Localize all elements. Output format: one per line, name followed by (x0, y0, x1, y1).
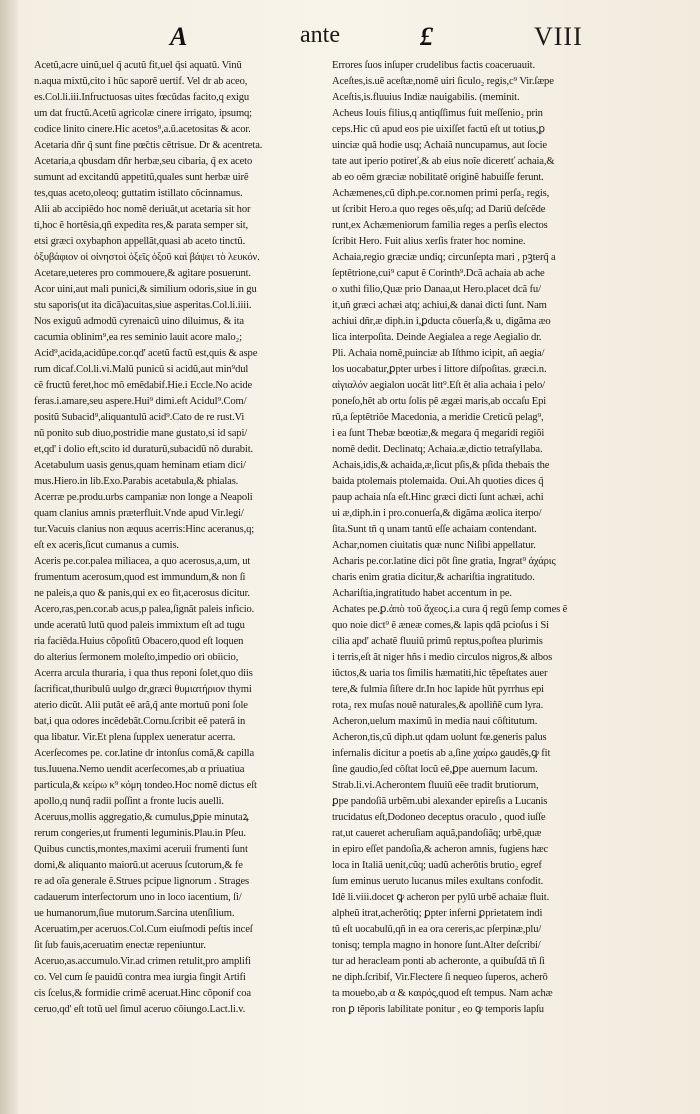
text-line: nomẽ dedit. Declinatq; Achaia.æ,dictio tetraſyllaba. (332, 444, 543, 455)
text-line: Strab.li.vi.Acherontem fluuiũ eẽe tradit brutiorum, (332, 780, 539, 791)
text-line: ne diph.ſcribif, Vir.Flectere ſi nequeo ſuperos, acherõ (332, 972, 548, 983)
text-line: αἰγιαλόν aegialon uocãt litt⁹.Eſt ẽt alia achaia i pelo/ (332, 380, 545, 391)
text-line: ceps.Hic cũ apud eos pie uixiſſet factũ eſt ut totius,ꝑ (332, 124, 545, 135)
text-line: Acetabulum uasis genus,quam heminam etiam dici/ (34, 460, 246, 471)
text-line: los uocabatur,ꝑpter urbes i littore diſpoſitas. græci.n. (332, 364, 547, 375)
text-line: ui æ,diph.in i pro.conuerſa,& digãma æolica iterpo/ (332, 508, 542, 519)
text-line: Achæmenes,cũ diph.pe.cor.nomen primi perſa₂ regis, (332, 188, 550, 199)
text-line: rerum congeries,ut frumenti leguminis.Plau.in Pſeu. (34, 828, 246, 839)
text-line: sumunt ad excitandũ appetitũ,quales sunt herbæ uirẽ (34, 172, 249, 183)
text-line: cilia apd' achatẽ fluuiũ primũ reptus,poſtea plurimis (332, 636, 543, 647)
text-line: uinciæ quã hodie usq; Achaiã nuncupamus, aut ſocie (332, 140, 547, 151)
text-line: ſine gaudio,ſed cõſtat locũ eẽ,ꝑpe auernum Iacum. (332, 764, 538, 775)
text-line: rũ,a ſeptẽtriõe Macedonia, a meridie Creticũ pelag⁹, (332, 412, 544, 423)
text-line: do alterius ſermonem moleſto,impedio ori obiicio, (34, 652, 239, 663)
text-line: feras.i.amare,seu aspere.Hui⁹ dimi.eft Acidul⁹.Com/ (34, 396, 247, 407)
text-line: Acetaria,a qbusdam dñr herbæ,seu cibaria, q̃ ex aceto (34, 156, 253, 167)
text-line: Acerra arcula thuraria, i qua thus reponi ſolet,quo diis (34, 668, 253, 679)
text-line: Aceruus,mollis aggregatio,& cumulus,ꝑpie minutaꝝ (34, 812, 249, 823)
text-line: loca in Italiã uenit,cũq; uadũ acherõtis brutio₂ egref (332, 860, 542, 871)
text-line: poneſo,hẽt ab ortu ſolis pẽ ægæi maris,ab occaſu Epi (332, 396, 547, 407)
text-line: trucidatus eſt,Dodoneo deceptus oraculo , quod iuſſe (332, 812, 546, 823)
text-line: Achais,idis,& achaida,æ,ſicut pſis,& pſida thebais the (332, 460, 550, 471)
text-line: Acetaria dñr q̃ sunt fine pœ̃ctis cẽtrisue. Dr & acentreta. (34, 140, 263, 151)
right-text-column (332, 58, 632, 1058)
text-line: lica interpoſita. Deinde Aegialea a rege Aegialio dr. (332, 332, 542, 343)
text-line: Acheus Iouis filius,q antiqſſimus fuit meſſenio₂ prin (332, 108, 543, 119)
text-line: cadauerum interſectorum uno in loco iacentium, ſi/ (34, 892, 242, 903)
text-line: Achariſtia,ingratitudo habet accentum in pe. (332, 588, 512, 599)
text-line: Acero,ras,pen.cor.ab acus,p palea,ſignãt paleis inficio. (34, 604, 255, 615)
text-line: Acetare,ueteres pro commouere,& agitare posuerunt. (34, 268, 251, 279)
text-line: Aceruo,as.accumulo.Vir.ad crimen retulit,pro amplifi (34, 956, 251, 967)
text-line: Acheron,uelum maximũ in media naui cõſtitutum. (332, 716, 538, 727)
text-line: ceruo,qd' eſt totũ uel ſimul aceruo cõiungo.Lact.li.v. (34, 1004, 246, 1015)
text-line: unde aceratũ lutũ quod paleis immixtum eſt ad tugu (34, 620, 245, 631)
text-line: co. Vel cum ſe pauidũ contra mea iurgia fingit Artifi (34, 972, 246, 983)
text-line: apollo,q nunq̃ radii poſſint a fronte lucis auelli. (34, 796, 224, 807)
text-line: tus.Iuuena.Nemo uendit acerſecomes,ab α priuatiua (34, 764, 245, 775)
text-line: quam clanius amnis præterfluit.Vnde apud Vir.legi/ (34, 508, 244, 519)
text-line: es.Col.li.iii.Infructuosas uites fœcũdas facito,q exigu (34, 92, 250, 103)
header-mark: £ (420, 22, 433, 51)
text-line: ſum eminus ueruto lucanus miles exultans confodit. (332, 876, 544, 887)
text-line: iũctos,& uaria tos ſimilis hæmatiti,hic tẽpeſtates auer (332, 668, 548, 679)
text-line: tate aut iperio potireť,& ab eius noĩe diceretť achaia,& (332, 156, 555, 167)
text-line: Acharis pe.cor.latine dici pōt ſine gratia, Ingrat⁹ ἀχάρις (332, 556, 556, 567)
text-line: eſt ex aceris,ſicut cumanus a cumis. (34, 540, 179, 551)
text-line: ſacrificat,thuribulũ uulgo dr,græci θυμιατήριον thymi (34, 684, 252, 695)
text-line: rota₂ rex muſas nouẽ naturales,& apolliñẽ cum lyra. (332, 700, 544, 711)
text-line: Achaia,regio græciæ undiq; circunſepta mari , pꝫterq̃ a (332, 252, 556, 263)
text-line: Aceris pe.cor.palea miliacea, a quo acerosus,a,um, ut (34, 556, 251, 567)
text-line: achiui dñr,æ diph.in i,ꝑducta cõuerſa,& u, digãma æo (332, 316, 551, 327)
text-line: ſeptẽtrione,cui⁹ caput ẽ Corinth⁹.Dcã achaia ab ache (332, 268, 545, 279)
text-line: Alii ab accipiẽdo hoc nomẽ deriuãt,ut acetaria sit hor (34, 204, 251, 215)
text-line: positũ Subacid⁹,aliquantulũ acid⁹.Cato de re rust.Vi (34, 412, 245, 423)
text-line: Achar,nomen ciuitatis quæ nunc Niſibi appellatur. (332, 540, 536, 551)
text-line: ria faciẽda.Huius cõpoſitũ Obacero,quod eſt loquen (34, 636, 244, 647)
text-line: tonisq; templa magno in honore ſunt.Alter deſcribi/ (332, 940, 541, 951)
text-line: Quibus cunctis,montes,maximi aceruii frumenti ſunt (34, 844, 248, 855)
text-line: cẽ fructũ feret,hoc mõ emẽdabif.Hie.i Eccle.No acide (34, 380, 253, 391)
text-line: o xuthi filio,Quæ prio Danaa,ut Hero.placet dcã fu/ (332, 284, 541, 295)
text-line: Pli. Achaia nomẽ,puinciæ ab Iſthmo icipit, añ aegia/ (332, 348, 545, 359)
text-line: charis enim gratia dicitur,& achariſtia ingratitudo. (332, 572, 535, 583)
text-line: tur.Vacuis clanius non æquus acerris:Hinc aceranus,q; (34, 524, 255, 535)
text-line: Idẽ li.viii.docet ꝙ acheron per pylũ urbẽ achaiæ fluit. (332, 892, 550, 903)
text-line: qua libatur. Vir.Et plena ſupplex ueneratur acerra. (34, 732, 236, 743)
text-line: ne paleis,a quo & panis,qui ex eo fit,acerosus dicitur. (34, 588, 250, 599)
text-line: Nos exiguũ admodũ cyrenaicũ uino diluimus, & ita (34, 316, 244, 327)
text-line: um dat fructũ.Acetũ agricolæ cinere irrigato, ipsumq; (34, 108, 252, 119)
text-line: ſita.Sunt tñ q unam tantũ eſſe achaiam contendant. (332, 524, 537, 535)
text-line: rum dicaf.Col.li.vi.Malũ punicũ si acidũ,aut min⁹dul (34, 364, 249, 375)
left-text-column (34, 58, 322, 1058)
text-line: Acetũ,acre uinũ,uel q̃ acutũ fit,uel q̃si aquatũ. Vinũ (34, 60, 242, 71)
text-line: ſit ſub fauis,aceruatim enectæ repeniuntur. (34, 940, 206, 951)
text-line: ſcribit Hero. Fuit alius xerſis frater hoc nomine. (332, 236, 526, 247)
text-line: Acerſecomes pe. cor.latine dr intonſus comã,& capilla (34, 748, 255, 759)
text-line: in epiro eſſet pandoſia,& acheron amnis, fugiens hæc (332, 844, 549, 855)
text-line: rat,ut caueret acheruſiam aquã,pandoſiãq; urbẽ,quæ (332, 828, 542, 839)
text-line: ue humanorum,ſiue mutorum.Sarcina utenſilium. (34, 908, 235, 919)
text-line: cacumia oblinim⁹,ea res seminio lauit acore malo₂; (34, 332, 242, 343)
text-line: alpheũ itrat,acherõtiq; ꝑpter inferni ꝑprietatem indi (332, 908, 543, 919)
text-line: tur ad heracleam ponti ab acheronte, a quibuſdã tñ ſi (332, 956, 545, 967)
text-line: Acid⁹,acida,acidũpe.cor.qd' acetũ factũ est,quis & aspe (34, 348, 258, 359)
text-line: nũ ponito sub diuo,postridie mane gustato,si id sapi/ (34, 428, 248, 439)
text-line: Errores ſuos inſuper crudelibus factis coaceruauit. (332, 60, 535, 71)
text-line: frumentum acerosum,quod est immundum,& non ſi (34, 572, 246, 583)
text-line: baida ptolemais ptolemaida. Oui.Ah quoties dices q̃ (332, 476, 544, 487)
text-line: ὀξυβάφιον οἱ οἰνηστοὶ ὀξεῖς ὀξοῦ καὶ βάψει τὸ λευκόν. (34, 252, 260, 263)
text-line: tere,& fulmia ſiſtere dr.In hoc lapide hũt pyrrhus epi (332, 684, 544, 695)
text-line: Aceſtes,is.uẽ aceſtæ,nomẽ uiri ſiculo₂ regis,c⁹ Vir.ſæpe (332, 76, 554, 87)
text-line: ab eo oẽm græciæ nobilitatẽ originẽ habuiſſe ferunt. (332, 172, 544, 183)
text-line: ut ſcribit Hero.a quo reges oẽs,uſq; ad Dariũ deſcẽde (332, 204, 546, 215)
text-line: codice linito cinere.Hic acetos⁹,a.ũ.acetositas & acor. (34, 124, 251, 135)
text-line: ꝑpe pandoſiã urbẽm.ubi alexander epireſis a Lucanis (332, 796, 548, 807)
text-line: tes,quas aceto,oleoq; guttatim istillato cõcinnamus. (34, 188, 243, 199)
text-line: Acor uini,aut mali punici,& similium odoris,siue in gu (34, 284, 257, 295)
text-line: i ea ſunt Thebæ bœotiæ,& megara q̃ megaridi regiõi (332, 428, 545, 439)
page-header (0, 22, 700, 58)
text-line: ti,hoc ẽ hortẽsia,qñ expedita res,& parata semper sit, (34, 220, 248, 231)
text-line: mus.Hiero.in lib.Exo.Parabis acetabula,& phialas. (34, 476, 239, 487)
text-line: aterio dicũt. Alii putãt eẽ arã,q̃ ante mortuũ poni ſole (34, 700, 248, 711)
text-line: i terris,eſt ãt niger hñs i medio circulos nigros,& albos (332, 652, 553, 663)
header-letter: A (170, 22, 188, 51)
text-line: ta mouebo,ab α & καιρός,quod eſt tempus. Nam achæ (332, 988, 553, 999)
text-line: Acerræ pe.produ.urbs campaniæ non longe a Neapoli (34, 492, 253, 503)
text-line: domi,& aliquanto maiorũ.ut aceruus ſcutorum,& fe (34, 860, 243, 871)
text-line: Acheron,tis,cũ diph.ut qdam uolunt fœ.generis palus (332, 732, 547, 743)
text-line: tũ eſt uocabulũ,qñ in ea ora cereris,ac pſerpinæ,plu/ (332, 924, 542, 935)
text-line: n.aqua mixtũ,cito i hũc saporẽ uertif. Vel dr ab aceo, (34, 76, 248, 87)
text-line: quo noie dict⁹ ẽ æneæ comes,& lapis qdã pcioſus i Si (332, 620, 549, 631)
text-line: et,qd' i dolio eft,scito id duraturũ,subacidũ nõ durabit. (34, 444, 254, 455)
text-line: cis ſcelus,& formidie crimẽ aceruat.Hinc cõponif coa (34, 988, 251, 999)
text-line: etsi græci oxybaphon appellãt,quasi ab aceto tinctũ. (34, 236, 246, 247)
text-line: runt,ex Achæmeniorum familia reges a perſis electos (332, 220, 548, 231)
text-line: Aceruatim,per aceruos.Col.Cum eiuſmodi peſtis inceſ (34, 924, 253, 935)
text-line: stu saporis(ut ita dicã)acuitas,siue asperitas.Col.li.iiii. (34, 300, 252, 311)
text-line: re ad oĩa generale ẽ.Strues pcipue lignorum . Strages (34, 876, 250, 887)
text-line: infernalis dicitur a poetis ab a,ſine χαίρω gaudẽs,ꝙ fit (332, 748, 551, 759)
text-line: it,uñ græci achæi atq; achiui,& danai dicti ſunt. Nam (332, 300, 547, 311)
folio-number: VIII (534, 22, 583, 51)
text-line: Achates pe.ꝑ.ἀπὸ τοῦ ἄχεος.i.a cura q̃ regũ ſemp comes ẽ (332, 604, 568, 615)
text-line: Aceſtis,is.fluuius Indiæ nauigabilis. (meminit. (332, 92, 520, 103)
header-word: ante (300, 22, 340, 48)
text-line: paup achaia nſa eſt.Hinc græci dicti ſunt achæi, achi (332, 492, 544, 503)
text-line: ron ꝑ tẽporis labilitate ponitur , eo ꝙ temporis lapſu (332, 1004, 544, 1015)
binding-gutter (0, 0, 18, 1114)
text-line: bat,i qua odores incẽdebãt.Cornu.ſcribit eẽ paterã in (34, 716, 246, 727)
text-line: particula,& κείρω κ⁹ κόμη tondeo.Hoc nomẽ dictus eſt (34, 780, 257, 791)
